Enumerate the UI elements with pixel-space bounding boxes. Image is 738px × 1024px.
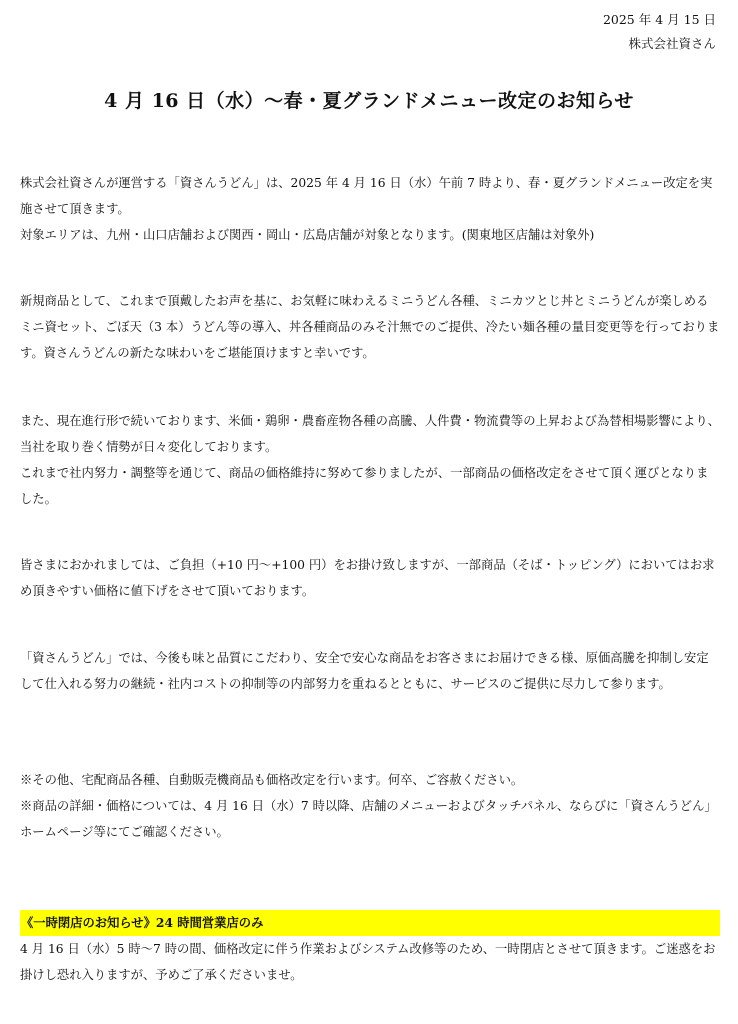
document-title: 4 月 16 日（水）〜春・夏グランドメニュー改定のお知らせ [104, 90, 634, 112]
issue-date: 2025 年 4 月 15 日 [602, 12, 716, 27]
company-name: 株式会社資さん [628, 36, 716, 51]
notes-paragraph [20, 767, 720, 845]
closure-notice-heading-wrap [20, 910, 720, 936]
new-items-paragraph: 新規商品として、これまで頂戴したお声を基に、お気軽に味わえるミニうどん各種、ミニカツとじ丼とミニうどんが楽しめるミニ資セット、ごぼ天（3 本）うどん等の導入、丼各種商品のみそ汁無でのご提供、冷たい麺各種の量目変更等を行っております。資さんうどんの新たな味わいをご堪能頂けますと幸いです。 [20, 294, 720, 360]
commitment-paragraph: 「資さんうどん」では、今後も味と品質にこだわり、安全で安心な商品をお客さまにお届けできる様、原価高騰を抑制し安定して仕入れる努力の継続・社内コストの抑制等の内部努力を重ねるとともに、サービスのご提供に尽力して参ります。 [20, 651, 709, 691]
price-revision-line: これまで社内努力・調整等を通じて、商品の価格維持に努めて参りましたが、一部商品の価格改定をさせて頂く運びとなりました。 [20, 466, 709, 506]
closure-notice-heading: 《一時閉店のお知らせ》24 時間営業店のみ [20, 910, 720, 936]
closure-notice-body: 4 月 16 日（水）5 時〜7 時の間、価格改定に伴う作業およびシステム改修等のため、一時閉店とさせて頂きます。ご迷惑をお掛けし恐れ入りますが、予めご了承くださいませ。 [20, 942, 716, 982]
intro-line: 株式会社資さんが運営する「資さんうどん」は、2025 年 4 月 16 日（水）午前 7 時より、春・夏グランドメニュー改定を実施させて頂きます。 [20, 176, 713, 216]
burden-paragraph: 皆さまにおかれましては、ご負担（+10 円〜+100 円）をお掛け致しますが、一部商品（そば・トッピング）においてはお求め頂きやすい価格に値下げをさせて頂いております。 [20, 558, 715, 598]
cost-paragraph [20, 408, 720, 512]
intro-paragraph [20, 170, 720, 248]
closure-notice [20, 910, 720, 988]
note-line: ※その他、宅配商品各種、自動販売機商品も価格改定を行います。何卒、ご容赦ください。 [20, 773, 524, 787]
note-line: ※商品の詳細・価格については、4 月 16 日（水）7 時以降、店舗のメニューおよびタッチパネル、ならびに「資さんうどん」ホームページ等にてご確認ください。 [20, 799, 717, 839]
target-area-line: 対象エリアは、九州・山口店舗および関西・岡山・広島店舗が対象となります。(関東地区店舗は対象外) [20, 228, 595, 242]
document-meta [603, 8, 716, 56]
cost-situation-line: また、現在進行形で続いております、米価・鶏卵・農畜産物各種の高騰、人件費・物流費等の上昇および為替相場影響により、当社を取り巻く情勢が日々変化しております。 [20, 414, 720, 454]
